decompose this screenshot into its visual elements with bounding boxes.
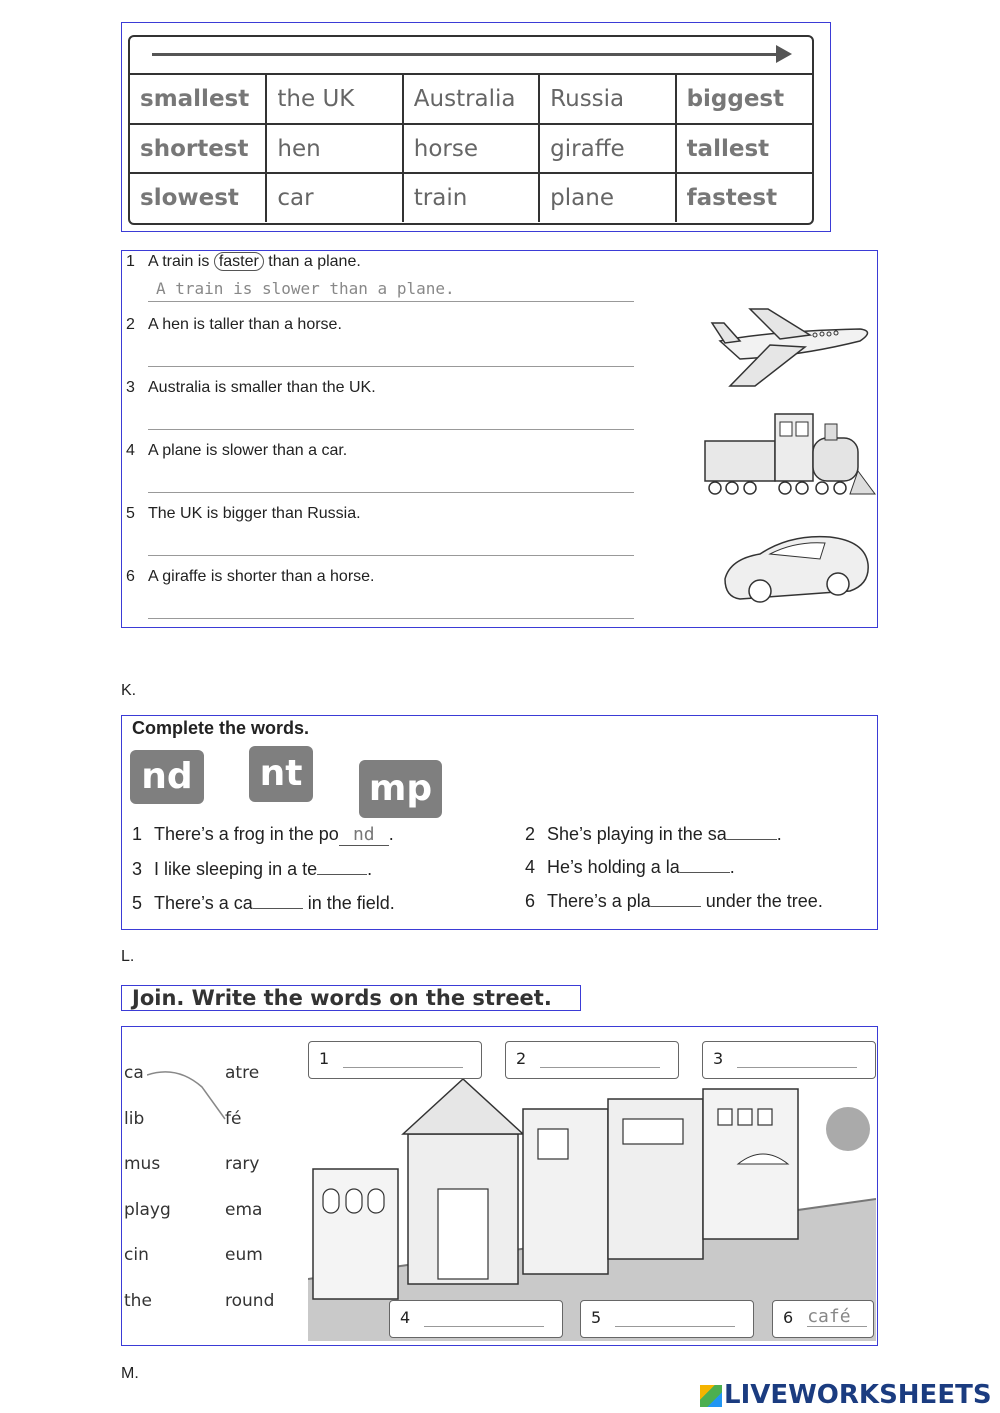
answer-text [148, 407, 156, 426]
answer-field-3[interactable] [148, 407, 634, 430]
box-answer: café [807, 1310, 867, 1327]
box-answer [424, 1310, 544, 1327]
item-text: There’s a pla [547, 891, 651, 911]
item-text: There’s a frog in the po [154, 824, 339, 844]
box-number: 3 [713, 1049, 724, 1068]
street-box-5[interactable] [580, 1300, 754, 1338]
table-row [130, 173, 812, 222]
table-cell: Russia [539, 75, 675, 124]
item-text: She’s playing in the sa [547, 824, 727, 844]
answer-text [148, 344, 156, 363]
question-text: A train is [148, 253, 214, 270]
comparison-table-frame [121, 22, 831, 232]
question-text: Australia is smaller than the UK. [148, 379, 376, 396]
table-row [130, 124, 812, 173]
item-text: in the field. [302, 893, 395, 913]
blank-field-3[interactable] [317, 874, 367, 875]
liveworksheets-logo [700, 1380, 992, 1410]
table-cell: the UK [266, 75, 402, 124]
table-cell: train [403, 173, 539, 222]
question-text: The UK is bigger than Russia. [148, 505, 361, 522]
scale-arrow [130, 37, 812, 75]
street-illustration [308, 1039, 876, 1341]
right-syllable[interactable]: ema [225, 1200, 263, 1220]
box-answer [343, 1051, 463, 1068]
table-cell: horse [403, 124, 539, 173]
section-label-m: M. [121, 1365, 139, 1382]
table-cell: car [266, 173, 402, 222]
item-number: 4 [525, 857, 536, 877]
answer-text [148, 470, 156, 489]
section-label-k: K. [121, 682, 137, 699]
box-number: 1 [319, 1049, 330, 1068]
logo-text: LIVEWORKSHEETS [724, 1380, 992, 1410]
arrow-line [152, 53, 778, 56]
correct-sentences-section [121, 250, 878, 628]
item-text: . [776, 824, 782, 844]
right-syllable[interactable]: round [225, 1291, 275, 1311]
right-syllable[interactable]: eum [225, 1245, 263, 1265]
item-text: He’s holding a la [547, 857, 680, 877]
plane-illustration [710, 301, 875, 396]
left-syllable[interactable]: lib [124, 1109, 145, 1129]
item-number: 5 [132, 893, 143, 913]
question-6 [126, 568, 375, 586]
word-item-4 [525, 857, 735, 878]
item-number: 3 [132, 859, 143, 879]
answer-text: A train is slower than a plane. [156, 279, 455, 298]
section-title: Join. Write the words on the street. [121, 985, 581, 1011]
street-box-6[interactable] [772, 1300, 874, 1338]
question-text: A giraffe is shorter than a horse. [148, 568, 375, 585]
question-4 [126, 442, 347, 460]
blank-field-5[interactable] [253, 908, 303, 909]
box-answer [737, 1051, 857, 1068]
box-number: 6 [783, 1308, 794, 1327]
table-cell: slowest [130, 173, 266, 222]
question-2 [126, 316, 342, 334]
item-number: 2 [525, 824, 536, 844]
letter-tile-mp: mp [359, 760, 442, 818]
answer-field-1[interactable] [148, 279, 634, 302]
question-text: A plane is slower than a car. [148, 442, 348, 459]
question-5 [126, 505, 361, 523]
join-line-example [147, 1067, 227, 1127]
blank-field-1[interactable]: nd [339, 824, 389, 846]
logo-icon [700, 1385, 722, 1407]
right-syllable[interactable]: rary [225, 1154, 260, 1174]
answer-field-5[interactable] [148, 533, 634, 556]
question-number: 2 [126, 316, 135, 333]
train-illustration [700, 406, 878, 501]
box-number: 5 [591, 1308, 602, 1327]
street-box-2[interactable] [505, 1041, 679, 1079]
word-item-5 [132, 893, 395, 914]
left-syllable[interactable]: mus [124, 1154, 161, 1174]
box-number: 4 [400, 1308, 411, 1327]
table-cell: fastest [676, 173, 812, 222]
question-number: 5 [126, 505, 135, 522]
answer-text [148, 596, 156, 615]
left-syllable[interactable]: playg [124, 1200, 171, 1220]
circled-word: faster [214, 252, 264, 271]
box-answer [615, 1310, 735, 1327]
letter-tile-nd: nd [130, 750, 204, 804]
word-item-1 [132, 824, 394, 846]
complete-words-section [121, 715, 878, 930]
table-cell: shortest [130, 124, 266, 173]
question-number: 3 [126, 379, 135, 396]
table-cell: smallest [130, 75, 266, 124]
question-1 [126, 253, 361, 271]
answer-text [148, 533, 156, 552]
answer-field-2[interactable] [148, 344, 634, 367]
question-text: A hen is taller than a horse. [148, 316, 342, 333]
right-syllable[interactable]: fé [225, 1109, 242, 1129]
letter-tile-nt: nt [249, 746, 313, 802]
left-syllable[interactable]: ca [124, 1063, 144, 1083]
street-box-4[interactable] [389, 1300, 563, 1338]
item-number: 6 [525, 891, 536, 911]
section-label-l: L. [121, 948, 135, 965]
answer-field-4[interactable] [148, 470, 634, 493]
question-number: 1 [126, 253, 135, 270]
question-number: 4 [126, 442, 135, 459]
box-number: 2 [516, 1049, 527, 1068]
table-cell: tallest [676, 124, 812, 173]
item-text: . [388, 824, 394, 844]
left-syllable[interactable]: cin [124, 1245, 149, 1265]
right-syllable[interactable]: atre [225, 1063, 260, 1083]
word-item-2 [525, 824, 782, 845]
table-cell: plane [539, 173, 675, 222]
item-number: 1 [132, 824, 143, 844]
table-cell: biggest [676, 75, 812, 124]
table-cell: hen [266, 124, 402, 173]
item-text: . [367, 859, 373, 879]
table-cell: Australia [403, 75, 539, 124]
table-cell: giraffe [539, 124, 675, 173]
box-answer [540, 1051, 660, 1068]
word-item-6 [525, 891, 823, 912]
join-words-section [121, 1026, 878, 1346]
answer-field-6[interactable] [148, 596, 634, 619]
item-text: There’s a ca [154, 893, 253, 913]
street-box-3[interactable] [702, 1041, 876, 1079]
blank-field-2[interactable] [727, 839, 777, 840]
street-box-1[interactable] [308, 1041, 482, 1079]
left-syllable[interactable]: the [124, 1291, 152, 1311]
comparison-grid [130, 75, 812, 222]
table-row [130, 75, 812, 124]
word-item-3 [132, 859, 372, 880]
blank-field-6[interactable] [651, 906, 701, 907]
arrow-right-icon [776, 45, 792, 63]
blank-field-4[interactable] [680, 872, 730, 873]
item-text: . [729, 857, 735, 877]
question-number: 6 [126, 568, 135, 585]
item-text: I like sleeping in a te [154, 859, 318, 879]
question-text: than a plane. [263, 253, 361, 270]
item-text: under the tree. [700, 891, 823, 911]
car-illustration [720, 529, 872, 609]
question-3 [126, 379, 376, 397]
section-title: Complete the words. [132, 718, 310, 738]
comparison-table [128, 35, 814, 225]
